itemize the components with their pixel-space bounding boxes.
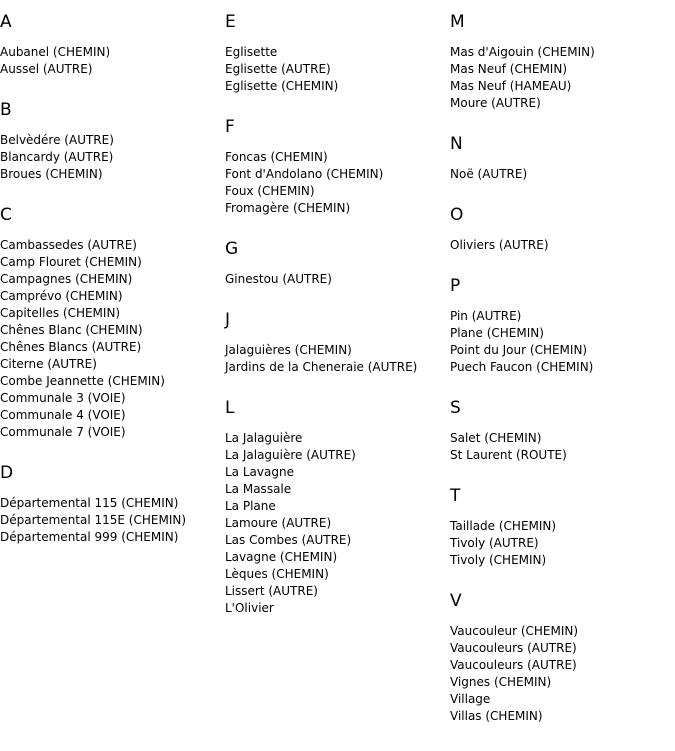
street-link[interactable]: Salet (CHEMIN) <box>450 431 542 445</box>
street-link[interactable]: Combe Jeannette (CHEMIN) <box>0 374 165 388</box>
letter-group <box>225 310 450 376</box>
letter-group <box>0 100 225 183</box>
street-link[interactable]: Eglisette <box>225 45 278 59</box>
letter-heading: V <box>450 591 462 611</box>
street-link[interactable]: Départemental 115 (CHEMIN) <box>0 496 179 510</box>
letter-group <box>225 239 450 288</box>
letter-heading: G <box>225 239 239 259</box>
letter-heading: P <box>450 276 461 296</box>
street-list <box>225 342 450 376</box>
street-link[interactable]: Communale 3 (VOIE) <box>0 391 126 405</box>
street-list <box>225 271 450 288</box>
letter-heading: C <box>0 205 12 225</box>
street-link[interactable]: Vignes (CHEMIN) <box>450 675 552 689</box>
street-link[interactable]: Villas (CHEMIN) <box>450 709 543 723</box>
street-list <box>450 430 675 464</box>
street-link[interactable]: Lissert (AUTRE) <box>225 584 318 598</box>
letter-group <box>450 398 675 464</box>
street-link[interactable]: Oliviers (AUTRE) <box>450 238 549 252</box>
letter-heading: T <box>450 486 461 506</box>
street-list <box>450 308 675 376</box>
street-link[interactable]: Cambassedes (AUTRE) <box>0 238 137 252</box>
street-link[interactable]: Communale 7 (VOIE) <box>0 425 126 439</box>
street-link[interactable]: Lamoure (AUTRE) <box>225 516 332 530</box>
street-link[interactable]: Vaucouleurs (AUTRE) <box>450 658 577 672</box>
street-list <box>0 44 225 78</box>
letter-group <box>450 486 675 569</box>
street-link[interactable]: Font d'Andolano (CHEMIN) <box>225 167 384 181</box>
street-link[interactable]: Foncas (CHEMIN) <box>225 150 328 164</box>
letter-heading: E <box>225 12 236 32</box>
letter-group <box>225 117 450 217</box>
street-link[interactable]: Eglisette (CHEMIN) <box>225 79 339 93</box>
street-link[interactable]: Aussel (AUTRE) <box>0 62 93 76</box>
letter-group <box>450 591 675 725</box>
letter-heading: F <box>225 117 235 137</box>
street-link[interactable]: Noë (AUTRE) <box>450 167 528 181</box>
letter-heading: M <box>450 12 465 32</box>
street-link[interactable]: Jalaguières (CHEMIN) <box>225 343 352 357</box>
letter-group <box>450 276 675 376</box>
street-link[interactable]: Blancardy (AUTRE) <box>0 150 114 164</box>
letter-heading: J <box>225 310 231 330</box>
street-link[interactable]: Camp Flouret (CHEMIN) <box>0 255 142 269</box>
street-link[interactable]: La Massale <box>225 482 292 496</box>
street-link[interactable]: Capitelles (CHEMIN) <box>0 306 121 320</box>
street-link[interactable]: Vaucouleur (CHEMIN) <box>450 624 579 638</box>
street-list <box>450 623 675 725</box>
street-column-2 <box>225 0 450 617</box>
street-link[interactable]: Communale 4 (VOIE) <box>0 408 126 422</box>
letter-group <box>225 398 450 617</box>
letter-group <box>0 463 225 546</box>
letter-group <box>0 205 225 441</box>
street-list <box>225 430 450 617</box>
street-list <box>450 166 675 183</box>
street-link[interactable]: Pin (AUTRE) <box>450 309 522 323</box>
street-link[interactable]: Belvèdére (AUTRE) <box>0 133 114 147</box>
street-link[interactable]: Mas Neuf (CHEMIN) <box>450 62 567 76</box>
street-link[interactable]: St Laurent (ROUTE) <box>450 448 567 462</box>
street-link[interactable]: Eglisette (AUTRE) <box>225 62 331 76</box>
street-list <box>0 237 225 441</box>
street-link[interactable]: Lèques (CHEMIN) <box>225 567 329 581</box>
street-link[interactable]: L'Olivier <box>225 601 274 615</box>
street-list <box>225 149 450 217</box>
street-link[interactable]: Chênes Blancs (AUTRE) <box>0 340 142 354</box>
street-link[interactable]: Vaucouleurs (AUTRE) <box>450 641 577 655</box>
street-link[interactable]: Foux (CHEMIN) <box>225 184 315 198</box>
street-link[interactable]: La Lavagne <box>225 465 294 479</box>
street-link[interactable]: Point du Jour (CHEMIN) <box>450 343 588 357</box>
street-column-1 <box>0 0 225 546</box>
letter-group <box>0 12 225 78</box>
street-link[interactable]: Plane (CHEMIN) <box>450 326 544 340</box>
street-link[interactable]: La Jalaguière <box>225 431 303 445</box>
street-link[interactable]: La Plane <box>225 499 276 513</box>
street-link[interactable]: Mas Neuf (HAMEAU) <box>450 79 572 93</box>
letter-heading: B <box>0 100 12 120</box>
letter-group <box>450 12 675 112</box>
street-link[interactable]: Village <box>450 692 491 706</box>
street-link[interactable]: Puech Faucon (CHEMIN) <box>450 360 594 374</box>
street-link[interactable]: Départemental 999 (CHEMIN) <box>0 530 179 544</box>
street-link[interactable]: Départemental 115E (CHEMIN) <box>0 513 187 527</box>
letter-heading: N <box>450 134 463 154</box>
street-link[interactable]: Camprévo (CHEMIN) <box>0 289 123 303</box>
street-list <box>450 237 675 254</box>
street-list <box>450 44 675 112</box>
street-link[interactable]: Chênes Blanc (CHEMIN) <box>0 323 143 337</box>
street-link[interactable]: Moure (AUTRE) <box>450 96 541 110</box>
letter-heading: S <box>450 398 461 418</box>
street-link[interactable]: Citerne (AUTRE) <box>0 357 97 371</box>
street-link[interactable]: Ginestou (AUTRE) <box>225 272 332 286</box>
letter-heading: O <box>450 205 464 225</box>
letter-heading: L <box>225 398 235 418</box>
street-link[interactable]: Tivoly (AUTRE) <box>450 536 539 550</box>
letter-group <box>450 134 675 183</box>
street-link[interactable]: Tivoly (CHEMIN) <box>450 553 547 567</box>
street-list <box>0 132 225 183</box>
street-list <box>225 44 450 95</box>
street-list <box>450 518 675 569</box>
letter-heading: D <box>0 463 14 483</box>
letter-group <box>450 205 675 254</box>
street-link[interactable]: Taillade (CHEMIN) <box>450 519 557 533</box>
street-column-3 <box>450 0 675 725</box>
letter-group <box>225 12 450 95</box>
street-link[interactable]: Aubanel (CHEMIN) <box>0 45 111 59</box>
street-list <box>0 495 225 546</box>
street-link[interactable]: Mas d'Aigouin (CHEMIN) <box>450 45 595 59</box>
street-link[interactable]: La Jalaguière (AUTRE) <box>225 448 356 462</box>
street-link[interactable]: Jardins de la Cheneraie (AUTRE) <box>225 360 418 374</box>
letter-heading: A <box>0 12 12 32</box>
street-link[interactable]: Lavagne (CHEMIN) <box>225 550 338 564</box>
street-link[interactable]: Fromagère (CHEMIN) <box>225 201 351 215</box>
street-link[interactable]: Las Combes (AUTRE) <box>225 533 352 547</box>
street-link[interactable]: Broues (CHEMIN) <box>0 167 103 181</box>
street-link[interactable]: Campagnes (CHEMIN) <box>0 272 133 286</box>
